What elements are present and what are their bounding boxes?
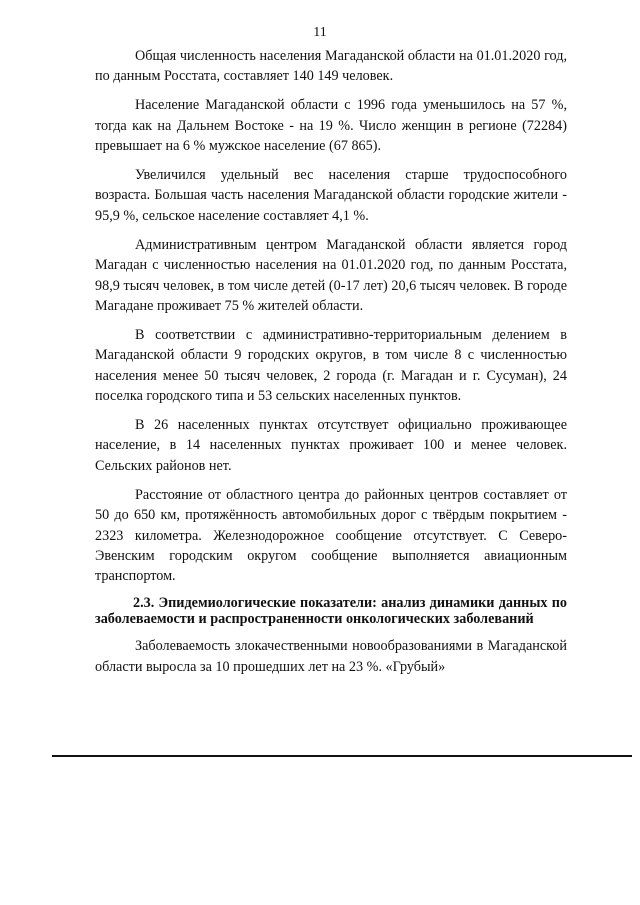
paragraph-administrative-center: Административным центром Магаданской области является город Магадан с численностью населения на 01.01.2020 год, по данным Росстата, 98,9 тысяч человек, в том числе детей (0-17 лет) 20,6 тысяч человек. В городе Магадане проживает 75 % жителей области. (95, 236, 567, 314)
paragraph-population-total: Общая численность населения Магаданской области на 01.01.2020 год, по данным Росстата, составляет 140 149 человек. (95, 48, 567, 85)
document-body (95, 46, 567, 686)
paragraph-age-structure: Увеличился удельный вес населения старше трудоспособного возраста. Большая часть населения Магаданской области городские жители - 95,9 %, сельское население составляет 4,1 %. (95, 167, 567, 224)
paragraph-settlements: В 26 населенных пунктах отсутствует официально проживающее население, в 14 населенных пунктах проживает 100 и менее человек. Сельских районов нет. (95, 417, 567, 474)
paragraph-transport: Расстояние от областного центра до районных центров составляет от 50 до 650 км, протяжённость автомобильных дорог с твёрдым покрытием - 2323 километра. Железнодорожное сообщение отсутствует. С Северо-Эвенским городским округом сообщение выполняется авиационным транспортом. (95, 486, 567, 585)
section-heading: 2.3. Эпидемиологические показатели: анализ динамики данных по заболеваемости и распространенности онкологических заболеваний (95, 595, 567, 628)
paragraph-population-decline: Население Магаданской области с 1996 года уменьшилось на 57 %, тогда как на Дальнем Востоке - на 19 %. Число женщин в регионе (72284) превышает на 6 % мужское население (67 865). (95, 97, 567, 155)
paragraph-incidence: Заболеваемость злокачественными новообразованиями в Магаданской области выросла за 10 прошедших лет на 23 %. «Грубый» (95, 638, 567, 675)
paragraph-territorial-division: В соответствии с административно-территориальным делением в Магаданской области 9 городских округов, в том числе 8 с численностью населения менее 50 тысяч человек, 2 города (г. Магадан и г. Сусуман), 24 поселка городского типа и 53 сельских населенных пунктов. (95, 326, 567, 405)
page-number: 11 (313, 25, 327, 40)
page-bottom-rule (52, 755, 632, 757)
